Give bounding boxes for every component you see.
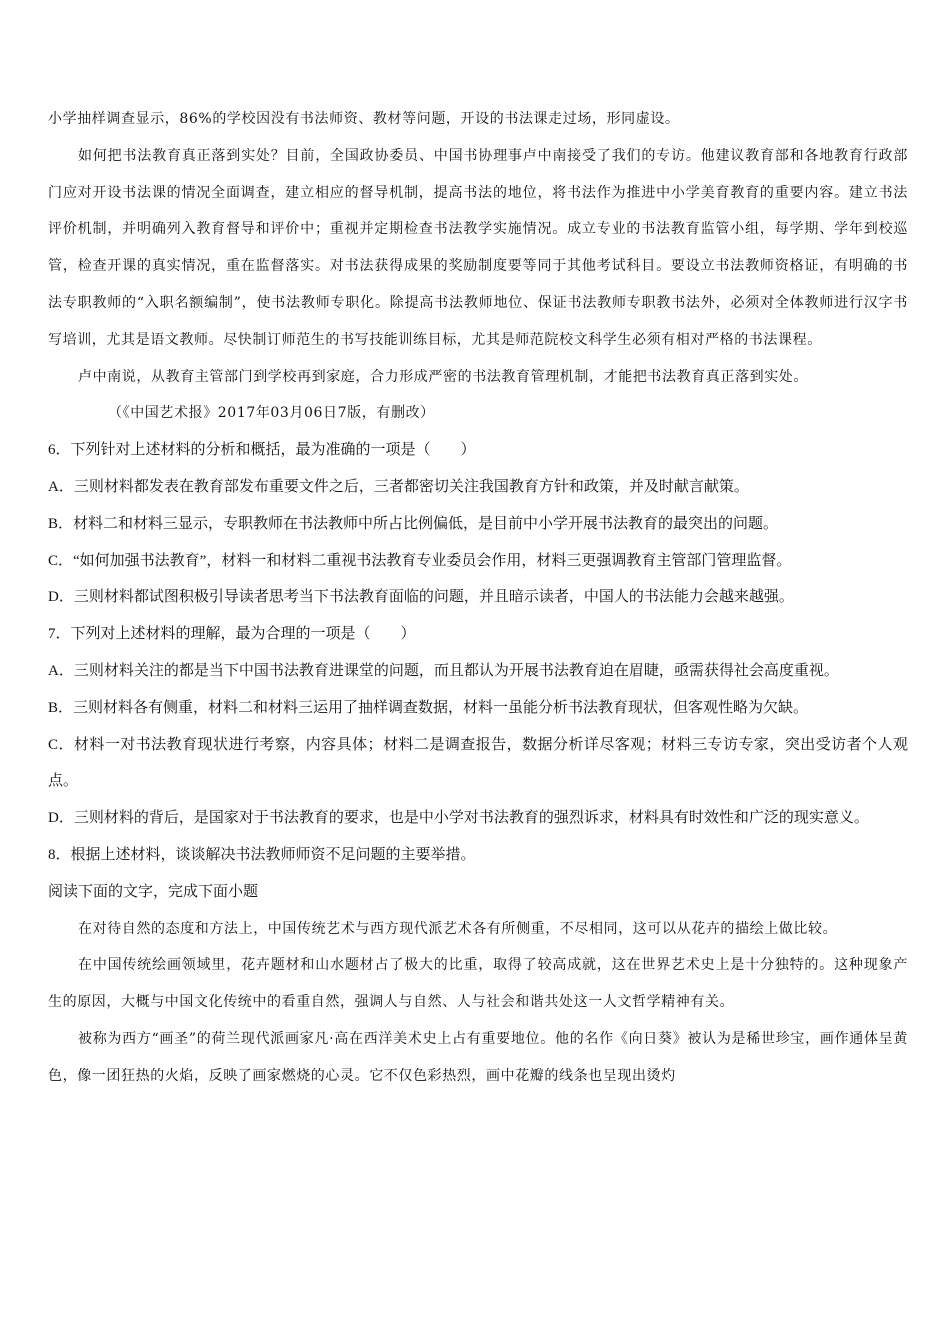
passage2-paragraph: 被称为西方“画圣”的荷兰现代派画家凡·高在西洋美术史上占有重要地位。他的名作《向日葵》被认为是稀世珍宝，画作通体呈黄色，像一团狂热的火焰，反映了画家燃烧的心灵。它不仅色彩热烈，画中花瓣的线条也呈现出烫灼	[48, 1030, 908, 1084]
reading-intro: 阅读下面的文字，完成下面小题	[48, 883, 259, 900]
passage2-paragraph: 在对待自然的态度和方法上，中国传统艺术与西方现代派艺术各有所侧重，不尽相同，这可以从花卉的描绘上做比较。	[78, 920, 838, 937]
option-7a: A．三则材料关注的都是当下中国书法教育进课堂的问题，而且都认为开展书法教育迫在眉睫，亟需获得社会高度重视。	[48, 662, 839, 679]
option-7d: D．三则材料的背后，是国家对于书法教育的要求，也是中小学对书法教育的强烈诉求，材料具有时效性和广泛的现实意义。	[48, 810, 869, 827]
passage2-paragraph: 在中国传统绘画领域里，花卉题材和山水题材占了极大的比重，取得了较高成就，这在世界艺术史上是十分独特的。这种现象产生的原因，大概与中国文化传统中的看重自然，强调人与自然、人与社会和谐共处这一人文哲学精神有关。	[48, 957, 908, 1011]
question-8: 8．根据上述材料，谈谈解决书法教师师资不足问题的主要举措。	[48, 846, 476, 863]
option-6b: B．材料二和材料三显示，专职教师在书法教师中所占比例偏低，是目前中小学开展书法教育的最突出的问题。	[48, 515, 779, 532]
question-6: 6．下列针对上述材料的分析和概括，最为准确的一项是（ ）	[48, 442, 476, 459]
option-6a: A．三则材料都发表在教育部发布重要文件之后，三者都密切关注我国教育方针和政策，并及时献言献策。	[48, 478, 749, 495]
passage-paragraph: 卢中南说，从教育主管部门到学校再到家庭，合力形成严密的书法教育管理机制，才能把书法教育真正落到实处。	[78, 368, 808, 385]
option-7b: B．三则材料各有侧重，材料二和材料三运用了抽样调查数据，材料一虽能分析书法教育现状，但客观性略为欠缺。	[48, 699, 809, 716]
passage-paragraph: 小学抽样调查显示，86%的学校因没有书法师资、教材等问题，开设的书法课走过场，形同虚设。	[48, 111, 680, 127]
option-7c: C．材料一对书法教育现状进行考察，内容具体；材料二是调查报告，数据分析详尽客观；材料三专访专家，突出受访者个人观点。	[48, 736, 908, 790]
option-6d: D．三则材料都试图积极引导读者思考当下书法教育面临的问题，并且暗示读者，中国人的书法能力会越来越强。	[48, 589, 794, 606]
passage-paragraph: 如何把书法教育真正落到实处？目前，全国政协委员、中国书协理事卢中南接受了我们的专访。他建议教育部和各地教育行政部门应对开设书法课的情况全面调查，建立相应的督导机制，提高书法的地位，将书法作为推进中小学美育教育的重要内容。建立书法评价机制，并明确列入教育督导和评价中；重视并定期检查书法教学实施情况。成立专业的书法教育监管小组，每学期、学年到校巡管，检查开课的真实情况，重在监督落实。对书法获得成果的奖励制度要等同于其他考试科目。要设立书法教师资格证，有明确的书法专职教师的“入职名额编制”，使书法教师专职化。除提高书法教师地位、保证书法教师专职教书法外，必须对全体教师进行汉字书写培训，尤其是语文教师。尽快制订师范生的书写技能训练目标，尤其是师范院校文科学生必须有相对严格的书法课程。	[48, 147, 908, 348]
source-citation: （《中国艺术报》2017年03月06日7版，有删改）	[108, 405, 435, 422]
option-6c: C．“如何加强书法教育”，材料一和材料二重视书法教育专业委员会作用，材料三更强调教育主管部门管理监督。	[48, 552, 792, 569]
question-7: 7．下列对上述材料的理解，最为合理的一项是（ ）	[48, 626, 416, 643]
